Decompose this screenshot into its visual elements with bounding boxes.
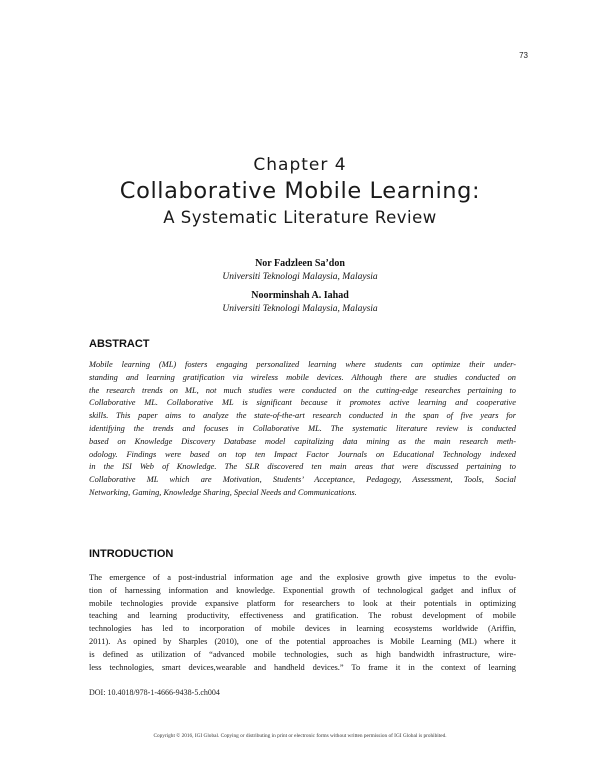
introduction-body <box>89 572 516 674</box>
abstract-line: skills. This paper aims to analyze the state-of-the-art research conducted in the span of five years for <box>89 411 516 421</box>
introduction-line: 2011). As opined by Sharples (2010), one of the potential approaches is Mobile Learning (ML) where it <box>89 636 516 646</box>
abstract-line: in the ISI Web of Knowledge. The SLR discovered ten main areas that were discussed pertaining to <box>89 462 516 472</box>
page-number: 73 <box>519 51 528 60</box>
author-name: Noorminshah A. Iahad <box>251 290 349 301</box>
abstract-heading: ABSTRACT <box>89 338 150 350</box>
introduction-line: less technologies, smart devices,wearable and handheld devices.” To frame it in the context of learning <box>89 662 516 672</box>
abstract-line: the research trends on ML, not much studies were conducted on the cutting-edge researches pertaining to <box>89 385 516 395</box>
author-block <box>0 257 600 284</box>
abstract-line: identifying the trends and focuses in Collaborative ML. The systematic literature review is conducted <box>89 423 516 433</box>
chapter-label: Chapter 4 <box>253 155 347 175</box>
chapter-title: Collaborative Mobile Learning: <box>119 178 481 204</box>
abstract-line: odology. Findings were based on top ten Impact Factor Journals on Educational Technology indexed <box>89 449 516 459</box>
abstract-line: Networking, Gaming, Knowledge Sharing, Special Needs and Communications. <box>89 487 357 497</box>
introduction-line: tion of harnessing information and knowledge. Exponential growth of technological gadget and influx of <box>89 585 516 595</box>
copyright-notice: Copyright © 2016, IGI Global. Copying or distributing in print or electronic forms without written permission of IGI Global is prohibited. <box>153 733 447 739</box>
author-name: Nor Fadzleen Sa’don <box>255 258 345 269</box>
introduction-line: The emergence of a post-industrial information age and the explosive growth give impetus to the evolu- <box>89 573 516 582</box>
author-affiliation: Universiti Teknologi Malaysia, Malaysia <box>222 272 378 282</box>
abstract-line: Collaborative ML which are Motivation, Students’ Acceptance, Pedagogy, Assessment, Tools, Social <box>89 475 516 485</box>
chapter-subtitle: A Systematic Literature Review <box>163 208 437 227</box>
introduction-line: is defined as utilization of “advanced mobile technologies, such as high bandwidth infrastructure, wire- <box>89 649 516 659</box>
author-block <box>0 289 600 316</box>
abstract-line: Collaborative ML. Collaborative ML is significant because it promotes active learning and cooperative <box>89 398 516 408</box>
introduction-line: technologies has led to incorporation of mobile devices in learning ecosystems worldwide (Ariffin, <box>89 624 516 634</box>
abstract-line: Mobile learning (ML) fosters engaging personalized learning where students can optimize their under- <box>89 360 516 369</box>
abstract-body <box>89 359 516 500</box>
introduction-line: mobile technologies provide expansive platform for researchers to look at their potentials in optimizing <box>89 598 516 608</box>
abstract-line: based on Knowledge Discovery Database model capitalizing data mining as the main research meth- <box>89 436 516 446</box>
abstract-line: standing and learning gratification via wireless mobile devices. Although there are studies conducted on <box>89 372 516 382</box>
introduction-line: teaching and learning productivity, effectiveness and gratification. The robust development of mobile <box>89 611 516 621</box>
author-affiliation: Universiti Teknologi Malaysia, Malaysia <box>222 304 378 314</box>
doi-text: DOI: 10.4018/978-1-4666-9438-5.ch004 <box>89 688 220 697</box>
introduction-heading: INTRODUCTION <box>89 548 174 560</box>
